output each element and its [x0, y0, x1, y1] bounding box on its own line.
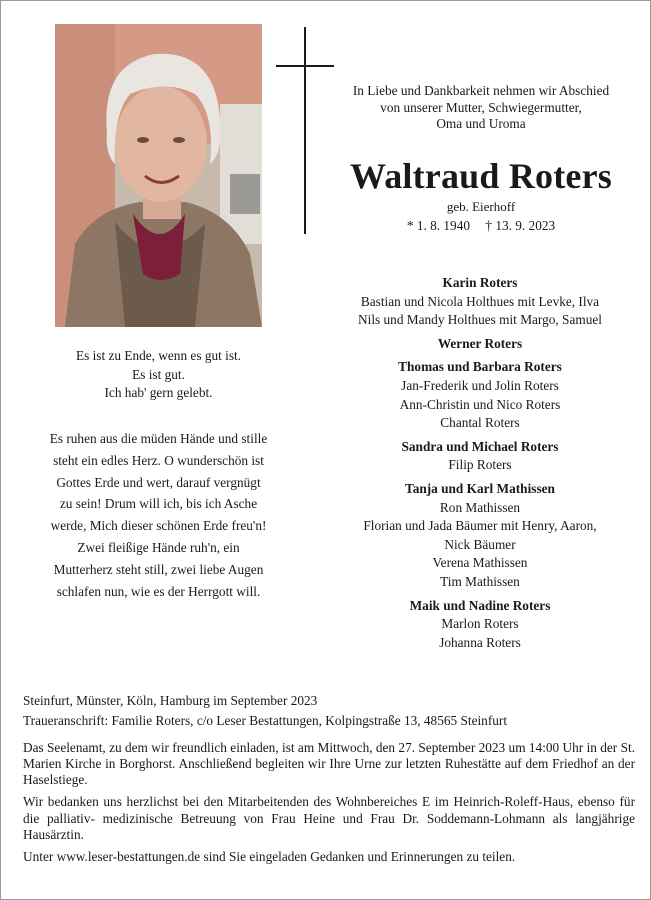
family-group: [319, 597, 641, 653]
family-group-head: Karin Roters: [442, 275, 518, 290]
poem-line: werde, Mich dieser schönen Erde freu'n!: [50, 518, 267, 534]
family-member: Ron Mathissen: [439, 499, 521, 515]
family-member: Nick Bäumer: [444, 536, 516, 552]
family-member: Verena Mathissen: [432, 555, 528, 571]
intro-line: von unserer Mutter, Schwiegermutter,: [380, 99, 582, 115]
portrait-image: [55, 24, 262, 327]
intro-line: Oma und Uroma: [436, 116, 526, 131]
maiden-name: geb. Eierhoff: [446, 199, 516, 214]
death-date: † 13. 9. 2023: [485, 218, 556, 233]
poem-line: Mutterherz steht still, zwei liebe Augen: [53, 561, 264, 577]
footer-section: [23, 693, 635, 866]
family-member: Tim Mathissen: [440, 573, 520, 589]
thanks-text: Wir bedanken uns herzlichst bei den Mitarbeitenden des Wohnbereiches E im Heinrich-Roleff-Haus, ebenso für die palliativ- medizinische Betreuung von Frau Heine und Frau Dr. Soddemann-Lohmann als langjährige Hausärztin.: [23, 794, 635, 843]
family-group-head: Werner Roters: [437, 335, 523, 351]
service-info: Das Seelenamt, zu dem wir freundlich einladen, ist am Mittwoch, den 27. September 2023 um 14:00 Uhr in der St. Marien Kirche in Borghorst. Anschließend begleiten wir Ihre Urne zur letzten Ruhestätte auf dem Friedhof an der Haselstiege.: [23, 739, 635, 788]
family-group: [319, 358, 641, 432]
online-condolence: Unter www.leser-bestattungen.de sind Sie eingeladen Gedanken und Erinnerungen zu teilen.: [23, 849, 516, 865]
cross-icon-vertical: [304, 27, 306, 234]
deceased-name: Waltraud Roters: [350, 156, 612, 196]
poem-line: schlafen nun, wie es der Herrgott will.: [56, 583, 261, 599]
intro-line: In Liebe und Dankbarkeit nehmen wir Abschied: [352, 83, 610, 98]
long-poem: [21, 428, 296, 602]
poem-line: steht ein edles Herz. O wunderschön ist: [53, 452, 264, 468]
family-member: Marlon Roters: [441, 616, 519, 632]
family-group: [319, 274, 641, 330]
poem-line: Es ist gut.: [132, 366, 185, 382]
portrait-photo: [55, 24, 262, 327]
poem-line: Es ruhen aus die müden Hände und stille: [49, 431, 268, 446]
poem-line: Gottes Erde und wert, darauf vergnügt: [56, 474, 261, 490]
family-member: Nils und Mandy Holthues mit Margo, Samuel: [358, 312, 602, 328]
short-poem: [21, 347, 296, 403]
family-member: Jan-Frederik und Jolin Roters: [401, 377, 559, 393]
family-group-head: Sandra und Michael Roters: [401, 438, 559, 454]
family-member: Florian und Jada Bäumer mit Henry, Aaron,: [363, 518, 597, 534]
family-group-head: Tanja und Karl Mathissen: [405, 480, 555, 496]
poem-line: Zwei fleißige Hände ruh'n, ein: [77, 539, 240, 555]
family-member: Bastian und Nicola Holthues mit Levke, Ilva: [360, 293, 600, 309]
poem-line: Ich hab' gern gelebt.: [104, 385, 213, 400]
family-member: Ann-Christin und Nico Roters: [399, 396, 561, 412]
birth-date: * 1. 8. 1940: [406, 218, 471, 233]
life-dates: [321, 218, 641, 234]
poem-line: zu sein! Drum will ich, bis ich Asche: [59, 496, 258, 512]
family-group: [319, 480, 641, 592]
mourning-address: Traueranschrift: Familie Roters, c/o Leser Bestattungen, Kolpingstraße 13, 48565 Steinfurt: [23, 713, 508, 729]
family-group-head: Maik und Nadine Roters: [409, 597, 551, 613]
family-group: [319, 335, 641, 354]
family-group-head: Thomas und Barbara Roters: [398, 359, 562, 375]
family-group: [319, 438, 641, 475]
family-list: [319, 274, 641, 657]
family-member: Johanna Roters: [439, 634, 521, 650]
family-member: Chantal Roters: [440, 415, 520, 431]
family-member: Filip Roters: [448, 457, 512, 473]
intro-text: [321, 83, 641, 133]
poem-line: Es ist zu Ende, wenn es gut ist.: [75, 348, 242, 363]
cross-icon-horizontal: [276, 65, 334, 67]
place-date: Steinfurt, Münster, Köln, Hamburg im September 2023: [23, 693, 318, 708]
